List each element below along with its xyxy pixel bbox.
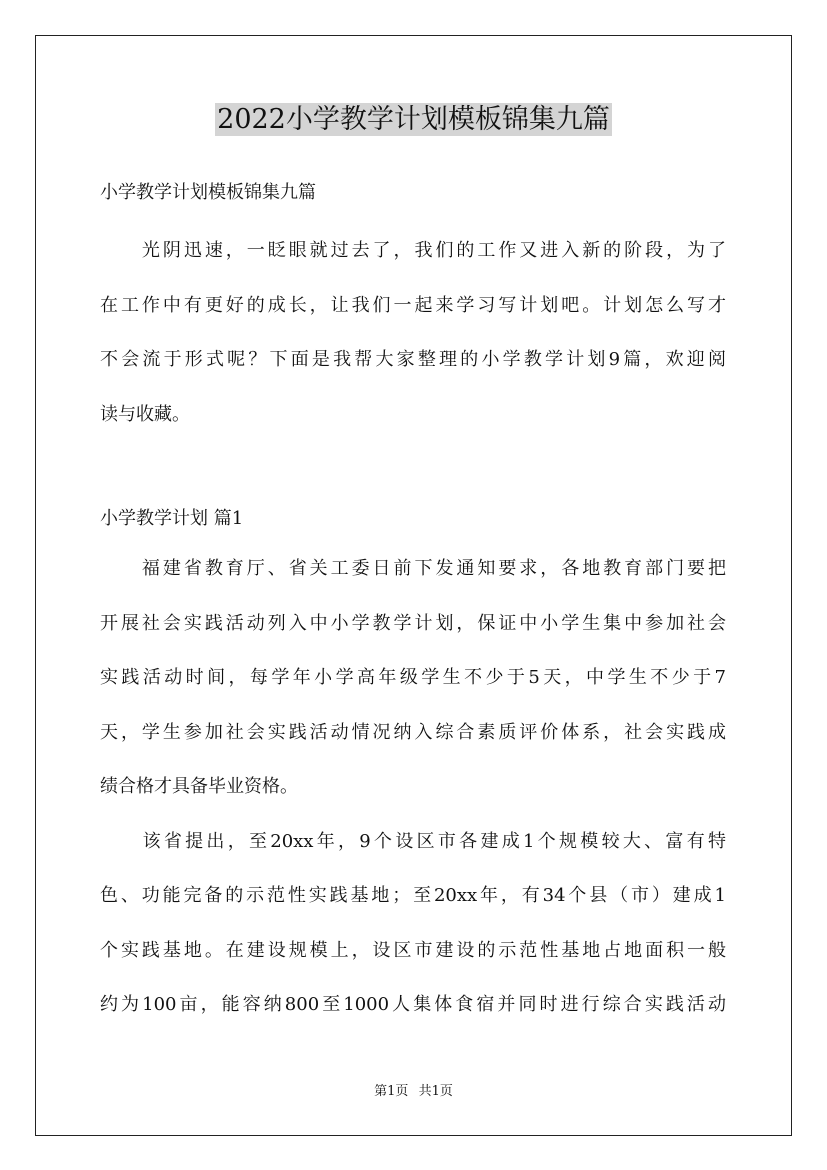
intro-line: 读与收藏。 [100,403,190,425]
page-footer [0,1082,827,1102]
document-title-text: 2022小学教学计划模板锦集九篇 [217,104,610,135]
section-heading: 小学教学计划 篇1 [100,508,244,529]
intro-paragraph [100,224,726,442]
document-subtitle: 小学教学计划模板锦集九篇 [100,182,316,203]
paragraph-line: 天，学生参加社会实践活动情况纳入综合素质评价体系，社会实践成 [100,721,726,743]
paragraph-line: 约为100亩，能容纳800至1000人集体食宿并同时进行综合实践活动 [100,994,726,1015]
paragraph-line: 开展社会实践活动列入中小学教学计划，保证中小学生集中参加社会 [100,612,726,634]
paragraph-line: 实践活动时间，每学年小学高年级学生不少于5天，中学生不少于7 [100,667,726,688]
paragraph-line: 个实践基地。在建设规模上，设区市建设的示范性基地占地面积一般 [100,939,726,961]
intro-line: 不会流于形式呢？下面是我帮大家整理的小学教学计划9篇，欢迎阅 [100,349,726,370]
paragraph-line: 该省提出，至20xx年，9个设区市各建成1个规模较大、富有特 [100,830,726,852]
page-total: 共1页 [418,1084,453,1099]
paragraph-line: 绩合格才具备毕业资格。 [100,776,298,797]
page-number: 第1页 [374,1084,409,1099]
intro-line: 在工作中有更好的成长，让我们一起来学习写计划吧。计划怎么写才 [100,294,726,316]
paragraph-2 [100,815,726,1033]
intro-line: 光阴迅速，一眨眼就过去了，我们的工作又进入新的阶段，为了 [100,240,726,261]
paragraph-1 [100,542,726,815]
paragraph-line: 色、功能完备的示范性实践基地；至20xx年，有34个县（市）建成1 [100,885,726,906]
document-title [0,100,827,140]
paragraph-line: 福建省教育厅、省关工委日前下发通知要求，各地教育部门要把 [100,558,726,579]
document-body [100,170,726,1033]
paragraph-gap [100,442,726,496]
